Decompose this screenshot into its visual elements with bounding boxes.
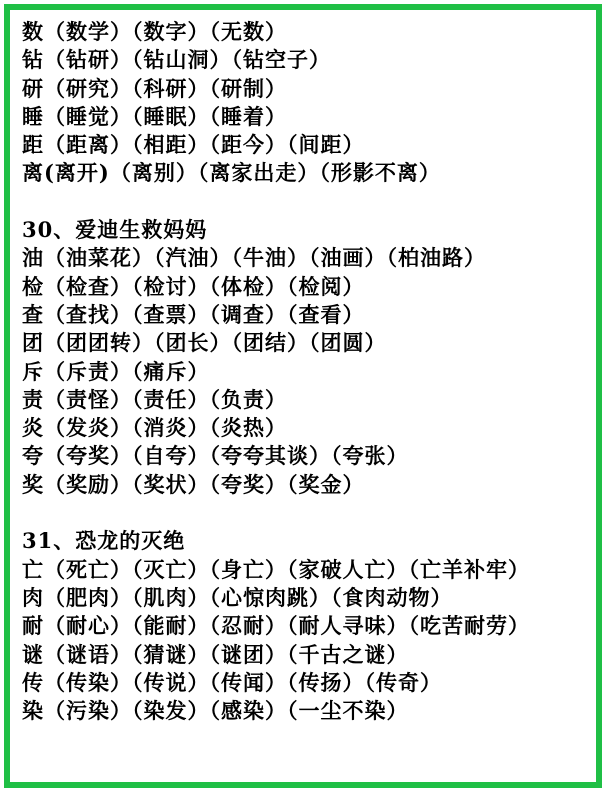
word-line: 研（研究）（科研）（研制）	[22, 75, 287, 101]
word-line: 睡（睡觉）（睡眠）（睡着）	[22, 103, 287, 129]
word-line: 奖（奖励）（奖状）（夸奖）（奖金）	[22, 471, 365, 497]
word-line: 油（油菜花）（汽油）（牛油）（油画）（柏油路）	[22, 245, 486, 271]
word-line: 检（检查）（检讨）（体检）（检阅）	[22, 273, 365, 299]
word-line: 传（传染）（传说）（传闻）（传扬）（传奇）	[22, 669, 442, 695]
word-line: 团（团团转）（团长）（团结）（团圆）	[22, 330, 387, 356]
word-line: 钻（钻研）（钻山洞）（钻空子）	[22, 47, 331, 73]
section-heading-31: 31、恐龙的灭绝	[22, 528, 186, 554]
word-line: 距（距离）（相距）（距今）（间距）	[22, 132, 365, 158]
word-line: 炎（发炎）（消炎）（炎热）	[22, 415, 287, 441]
word-line: 亡（死亡）（灭亡）（身亡）（家破人亡）（亡羊补牢）	[22, 556, 530, 582]
green-border-frame	[4, 4, 602, 788]
section-spacer	[22, 499, 582, 527]
word-line: 夸（夸奖）（自夸）（夸夸其谈）（夸张）	[22, 443, 409, 469]
word-line: 离(离开)（离别）（离家出走）（形影不离）	[22, 160, 441, 186]
word-line: 责（责怪）（责任）（负责）	[22, 386, 287, 412]
word-line: 斥（斥责）（痛斥）	[22, 358, 210, 384]
word-line: 谜（谜语）（猜谜）（谜团）（千古之谜）	[22, 641, 409, 667]
word-line: 耐（耐心）（能耐）（忍耐）（耐人寻味）（吃苦耐劳）	[22, 613, 530, 639]
vocabulary-list	[22, 18, 582, 725]
section-spacer	[22, 188, 582, 216]
word-line: 查（查找）（查票）（调查）（查看）	[22, 301, 365, 327]
word-line: 数（数学）（数字）（无数）	[22, 19, 287, 44]
section-heading-30: 30、爱迪生救妈妈	[22, 217, 208, 243]
word-line: 肉（肥肉）（肌肉）（心惊肉跳）（食肉动物）	[22, 584, 453, 610]
word-line: 染（污染）（染发）（感染）（一尘不染）	[22, 698, 409, 724]
